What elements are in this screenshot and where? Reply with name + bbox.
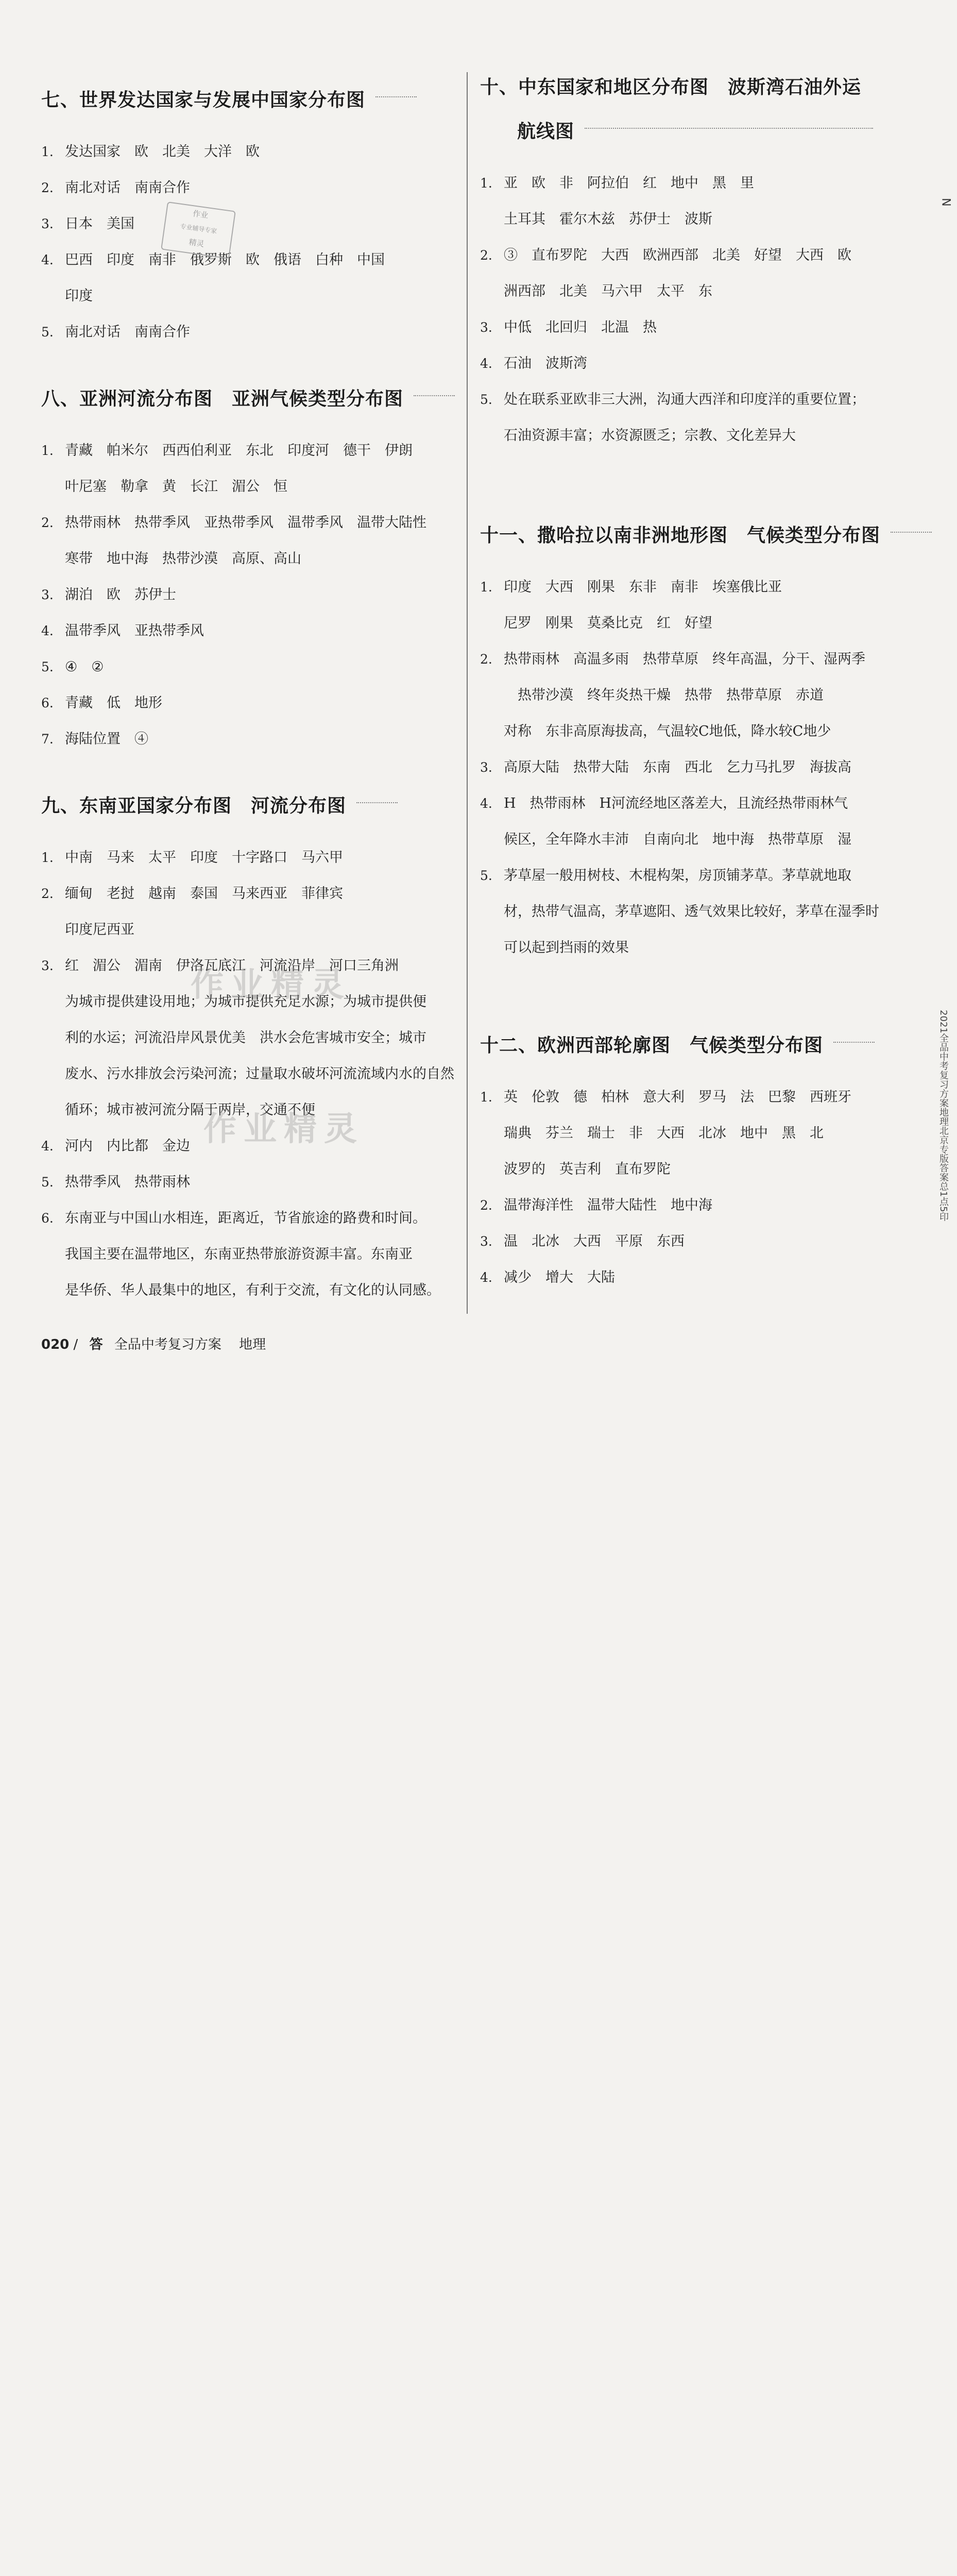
item-text-line: 叶尼塞 勒拿 黄 长江 湄公 恒 xyxy=(65,479,287,495)
item-number: 3. xyxy=(41,958,54,973)
answer-item xyxy=(480,346,902,382)
section-heading xyxy=(480,523,902,549)
watermark-left: 作业精灵 xyxy=(191,966,351,1004)
item-number: 5. xyxy=(480,392,492,407)
item-text-line: 石油 波斯湾 xyxy=(504,355,587,371)
item-text-line: 印度尼西亚 xyxy=(65,922,134,938)
item-number: 1. xyxy=(480,1090,492,1105)
answer-item xyxy=(480,1260,902,1296)
item-text-line: 热带沙漠 终年炎热干燥 热带 热带草原 赤道 xyxy=(504,687,824,703)
item-text-line: 候区，全年降水丰沛 自南向北 地中海 热带草原 湿 xyxy=(504,832,851,848)
column-divider xyxy=(467,72,468,1314)
item-text-line: 亚 欧 非 阿拉伯 红 地中 黑 里 xyxy=(504,175,754,191)
item-text-line: 洲西部 北美 马六甲 太平 东 xyxy=(504,283,712,299)
item-text-line: 南北对话 南南合作 xyxy=(65,180,190,196)
section-title: 八、亚洲河流分布图 亚洲气候类型分布图 xyxy=(41,388,404,410)
page-number: 020 xyxy=(41,1337,70,1352)
answer-list xyxy=(41,433,453,757)
item-number: 2. xyxy=(480,652,492,667)
item-text-line: 缅甸 老挝 越南 泰国 马来西亚 菲律宾 xyxy=(65,886,343,902)
item-number: 1. xyxy=(41,144,54,159)
item-number: 3. xyxy=(41,216,54,231)
side-letter: N xyxy=(939,198,952,207)
item-text-line: 循环；城市被河流分隔于两岸，交通不便 xyxy=(65,1102,315,1118)
section-title-line2: 航线图 xyxy=(517,121,575,142)
stamp-line-3: 精灵 xyxy=(188,237,205,249)
item-text-line: 为城市提供建设用地；为城市提供充足水源；为城市提供便 xyxy=(65,994,426,1010)
section-title: 十二、欧洲西部轮廓图 气候类型分布图 xyxy=(480,1035,824,1056)
item-number: 4. xyxy=(480,356,492,371)
answer-item xyxy=(480,750,902,786)
item-number: 5. xyxy=(41,325,54,340)
answer-list xyxy=(480,165,902,454)
item-text-line: 河内 内比都 金边 xyxy=(65,1138,190,1154)
item-number: 6. xyxy=(41,696,54,710)
item-text-line: H 热带雨林 H河流经地区落差大，且流经热带雨林气 xyxy=(504,795,848,811)
item-text-line: 中低 北回归 北温 热 xyxy=(504,319,657,335)
item-text-line: 温带海洋性 温带大陆性 地中海 xyxy=(504,1197,712,1213)
section-title: 十一、撒哈拉以南非洲地形图 气候类型分布图 xyxy=(480,525,881,546)
item-text-line: 青藏 低 地形 xyxy=(65,695,162,711)
item-text-line: 波罗的 英吉利 直布罗陀 xyxy=(504,1161,671,1177)
item-text-line: 是华侨、华人最集中的地区，有利于交流，有文化的认同感。 xyxy=(65,1282,440,1298)
subject-label: 地理 xyxy=(239,1337,266,1352)
item-text-line: ④ ② xyxy=(65,659,104,675)
answer-item xyxy=(480,382,902,454)
answer-item xyxy=(41,721,453,757)
answer-item xyxy=(480,1079,902,1188)
item-number: 5. xyxy=(41,659,54,674)
item-text-line: 石油资源丰富；水资源匮乏；宗教、文化差异大 xyxy=(504,428,796,444)
item-text-line: 寒带 地中海 热带沙漠 高原、高山 xyxy=(65,551,301,567)
item-number: 2. xyxy=(480,1198,492,1213)
item-number: 4. xyxy=(41,623,54,638)
stamp-line-2: 专业辅导专家 xyxy=(179,223,218,235)
left-section-2 xyxy=(41,386,453,757)
answer-item xyxy=(480,165,902,238)
heading-dotted-leader xyxy=(375,96,417,97)
answer-item xyxy=(41,649,453,685)
stamp-line-1: 作业 xyxy=(192,209,209,221)
section-heading-continued xyxy=(517,119,902,145)
side-caption: 2021全品中考复习方案地理北京专版答案总1点5印 xyxy=(938,1010,949,1222)
answer-item xyxy=(41,1164,453,1200)
heading-dotted-leader xyxy=(585,128,873,129)
heading-dotted-leader xyxy=(414,395,455,396)
book-title: 全品中考复习方案 xyxy=(114,1337,221,1352)
item-text-line: 对称 东非高原海拔高，气温较C地低，降水较C地少 xyxy=(504,723,831,739)
answer-item xyxy=(41,685,453,721)
item-text-line: 红 湄公 湄南 伊洛瓦底江 河流沿岸 河口三角洲 xyxy=(65,958,399,974)
answer-list xyxy=(41,840,453,1309)
item-number: 3. xyxy=(480,760,492,775)
item-text-line: 材，热带气温高，茅草遮阳、透气效果比较好，茅草在湿季时 xyxy=(504,904,879,920)
heading-dotted-leader xyxy=(356,802,398,803)
right-section-2 xyxy=(480,523,902,966)
left-section-1 xyxy=(41,88,453,350)
item-text-line: 英 伦敦 德 柏林 意大利 罗马 法 巴黎 西班牙 xyxy=(504,1089,851,1105)
section-title: 十、中东国家和地区分布图 波斯湾石油外运 xyxy=(480,77,862,98)
footer-text xyxy=(41,1329,266,1360)
answer-item xyxy=(480,641,902,750)
item-text-line: 印度 大西 刚果 东非 南非 埃塞俄比亚 xyxy=(504,579,782,595)
item-number: 3. xyxy=(41,587,54,602)
item-text-line: 印度 xyxy=(65,288,93,304)
answer-item xyxy=(480,858,902,966)
answer-item xyxy=(480,786,902,858)
section-title: 九、东南亚国家分布图 河流分布图 xyxy=(41,795,347,817)
right-section-1 xyxy=(480,75,902,454)
answer-item xyxy=(480,238,902,310)
item-number: 1. xyxy=(41,443,54,458)
answer-item xyxy=(41,206,453,242)
answer-item xyxy=(41,613,453,649)
item-text-line: 瑞典 芬兰 瑞士 非 大西 北冰 地中 黑 北 xyxy=(504,1125,824,1141)
item-number: 1. xyxy=(480,580,492,595)
item-text-line: 热带雨林 高温多雨 热带草原 终年高温，分干、湿两季 xyxy=(504,651,865,667)
answer-list xyxy=(41,134,453,350)
section-heading xyxy=(41,793,453,819)
watermark-left-lower: 作业精灵 xyxy=(203,1110,364,1148)
item-text-line: 茅草屋一般用树枝、木棍构架，房顶铺茅草。茅草就地取 xyxy=(504,868,851,884)
item-number: 3. xyxy=(480,1234,492,1249)
left-section-3 xyxy=(41,793,453,1309)
item-text-line: 土耳其 霍尔木兹 苏伊士 波斯 xyxy=(504,211,712,227)
item-text-line: 发达国家 欧 北美 大洋 欧 xyxy=(65,144,260,160)
item-text-line: 日本 美国 xyxy=(65,216,134,232)
answer-item xyxy=(41,1200,453,1309)
item-text-line: 减少 增大 大陆 xyxy=(504,1269,615,1285)
section-heading xyxy=(41,386,453,412)
item-number: 7. xyxy=(41,732,54,747)
item-number: 2. xyxy=(41,886,54,901)
item-text-line: 废水、污水排放会污染河流；过量取水破坏河流流域内水的自然 xyxy=(65,1066,454,1082)
item-text-line: 东南亚与中国山水相连，距离近，节省旅途的路费和时间。 xyxy=(65,1210,426,1226)
section-title: 七、世界发达国家与发展中国家分布图 xyxy=(41,90,366,111)
item-text-line: ③ 直布罗陀 大西 欧洲西部 北美 好望 大西 欧 xyxy=(504,247,851,263)
answer-item xyxy=(41,433,453,505)
item-text-line: 温带季风 亚热带季风 xyxy=(65,623,204,639)
item-number: 4. xyxy=(41,252,54,267)
section-heading xyxy=(480,75,902,100)
heading-dotted-leader xyxy=(891,532,932,533)
answer-list xyxy=(480,1079,902,1296)
answer-item xyxy=(41,314,453,350)
item-number: 3. xyxy=(480,320,492,335)
item-text-line: 南北对话 南南合作 xyxy=(65,324,190,340)
answer-item xyxy=(480,1188,902,1224)
answer-item xyxy=(480,310,902,346)
answer-item xyxy=(480,569,902,641)
answer-item xyxy=(41,134,453,170)
answer-list xyxy=(480,569,902,966)
item-number: 4. xyxy=(480,1270,492,1285)
answer-item xyxy=(41,876,453,948)
item-text-line: 温 北冰 大西 平原 东西 xyxy=(504,1233,685,1249)
answer-item xyxy=(41,170,453,206)
item-number: 1. xyxy=(480,176,492,191)
page-footer xyxy=(0,1329,957,1381)
item-number: 2. xyxy=(480,248,492,263)
item-text-line: 尼罗 刚果 莫桑比克 红 好望 xyxy=(504,615,712,631)
heading-dotted-leader xyxy=(833,1042,875,1043)
item-text-line: 我国主要在温带地区，东南亚热带旅游资源丰富。东南亚 xyxy=(65,1246,413,1262)
item-number: 4. xyxy=(480,796,492,811)
answer-item xyxy=(41,505,453,577)
item-text-line: 热带季风 热带雨林 xyxy=(65,1174,190,1190)
item-text-line: 热带雨林 热带季风 亚热带季风 温带季风 温带大陆性 xyxy=(65,515,426,531)
watermark-stamp xyxy=(161,201,236,259)
item-text-line: 利的水运；河流沿岸风景优美 洪水会危害城市安全；城市 xyxy=(65,1030,426,1046)
section-heading xyxy=(480,1033,902,1059)
answer-item xyxy=(480,1224,902,1260)
item-number: 5. xyxy=(41,1175,54,1190)
item-text-line: 湖泊 欧 苏伊士 xyxy=(65,587,176,603)
answer-mark: 答 xyxy=(89,1337,103,1352)
right-section-3 xyxy=(480,1033,902,1296)
answer-item xyxy=(41,242,453,314)
item-number: 4. xyxy=(41,1139,54,1154)
answer-item xyxy=(41,840,453,876)
section-heading xyxy=(41,88,453,113)
item-number: 1. xyxy=(41,850,54,865)
item-text-line: 中南 马来 太平 印度 十字路口 马六甲 xyxy=(65,850,343,866)
item-text-line: 高原大陆 热带大陆 东南 西北 乞力马扎罗 海拔高 xyxy=(504,759,851,775)
item-text-line: 巴西 印度 南非 俄罗斯 欧 俄语 白种 中国 xyxy=(65,252,385,268)
item-number: 2. xyxy=(41,180,54,195)
item-number: 6. xyxy=(41,1211,54,1226)
item-number: 2. xyxy=(41,515,54,530)
item-text-line: 处在联系亚欧非三大洲，沟通大西洋和印度洋的重要位置； xyxy=(504,392,865,408)
item-number: 5. xyxy=(480,868,492,883)
answer-item xyxy=(41,577,453,613)
item-text-line: 海陆位置 ④ xyxy=(65,731,148,747)
item-text-line: 青藏 帕米尔 西西伯利亚 东北 印度河 德干 伊朗 xyxy=(65,443,413,459)
item-text-line: 可以起到挡雨的效果 xyxy=(504,940,629,956)
footer-slash: / xyxy=(73,1337,78,1352)
